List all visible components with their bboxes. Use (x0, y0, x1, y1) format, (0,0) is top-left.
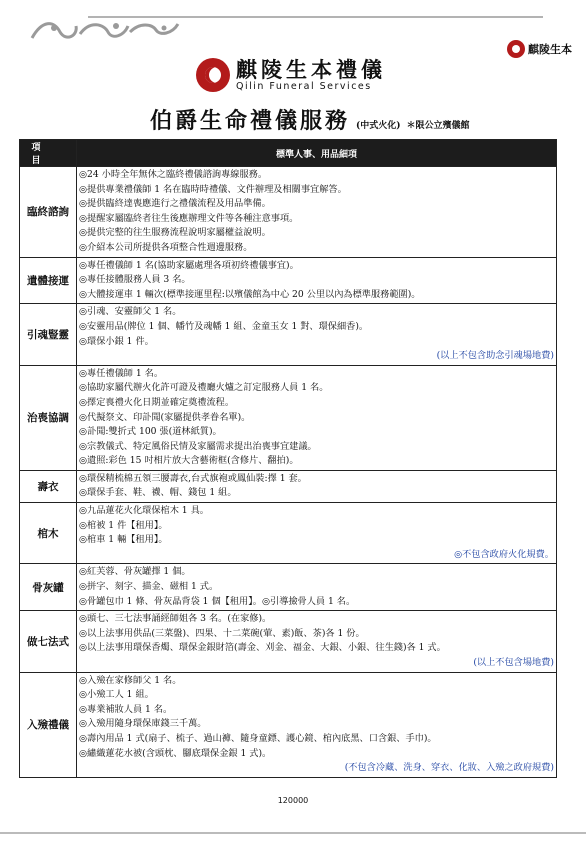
table-row (20, 257, 557, 304)
header-item: 項目 (20, 140, 77, 167)
detail-line: ◎遺照:彩色 15 吋相片放大含藝術框(含修片、翻拍)。 (79, 455, 299, 467)
detail-line: ◎專業補妝人員 1 名。 (79, 703, 173, 715)
table-row (20, 611, 557, 672)
detail-line: ◎環保手套、鞋、襪、帽、錢包 1 組。 (79, 487, 237, 499)
row-details (77, 564, 557, 611)
row-details (77, 503, 557, 564)
footer-price: 120000 (277, 796, 309, 805)
row-note: (以上不包含場地費) (473, 657, 554, 668)
detail-line: ◎以上法事用供品(三菜盤)、四果、十二菜碗(葷、素)飯、茶)各 1 份。 (79, 627, 365, 639)
detail-line: ◎協助家屬代辦火化許可證及禮廳火爐之訂定服務人員 1 名。 (79, 382, 329, 394)
detail-line: ◎以上法事用環保香燭、環保金銀財箔(壽金、刈金、福金、大銀、小銀、往生錢)各 1 式。 (79, 642, 446, 654)
detail-line: ◎紅芙蓉、骨灰罐擇 1 個。 (79, 566, 191, 578)
detail-line: ◎提供臨終達喪應進行之禮儀流程及用品準備。 (79, 198, 271, 210)
detail-line: ◎提供專業禮儀師 1 名在臨時時禮儀、文件辦理及相關事宜解答。 (79, 183, 347, 195)
service-table (19, 139, 557, 778)
row-details (77, 167, 557, 258)
row-category: 壽衣 (20, 470, 77, 502)
row-details (77, 611, 557, 672)
detail-line: ◎入殮在家修師父 1 名。 (79, 674, 182, 686)
detail-line: ◎擇定喪禮火化日期並確定奠禮流程。 (79, 396, 235, 408)
detail-line: ◎棺車 1 輛【租用】。 (79, 534, 168, 546)
detail-line: ◎棺被 1 件【租用】。 (79, 519, 168, 531)
row-category: 做七法式 (20, 611, 77, 672)
detail-line: ◎專任禮儀師 1 名。 (79, 367, 164, 379)
detail-line: ◎環保小銀 1 件。 (79, 335, 154, 347)
row-category: 遺體接運 (20, 257, 77, 304)
decorative-header-ornament (28, 10, 548, 44)
table-row (20, 365, 557, 470)
detail-line: ◎安靈用品(牌位 1 個、幡竹及魂幡 1 組、金童玉女 1 對、環保細香)。 (79, 320, 369, 332)
detail-line: ◎拼字、刻字、描金、磁相 1 式。 (79, 581, 219, 593)
detail-line: ◎繡織蓮花水被(含頭枕、腳底環保金銀 1 式)。 (79, 747, 272, 759)
detail-line: ◎提供完整的往生服務流程說明家屬權益說明。 (79, 227, 271, 239)
corner-brand-label: 麒陵生本 (528, 43, 572, 56)
row-category: 臨終諮詢 (20, 167, 77, 258)
detail-line: ◎骨罐包巾 1 條、骨灰晶背袋 1 個【租用】。◎引導撿骨人員 1 名。 (79, 595, 356, 607)
detail-line: ◎頭七、三七法事誦經師姐各 3 名。(在家修)。 (79, 613, 272, 625)
table-row (20, 503, 557, 564)
row-note: ◎不包含政府火化規費。 (454, 548, 554, 560)
brand-logo-icon (196, 58, 230, 92)
row-details (77, 470, 557, 502)
detail-line: ◎環保精梳棉五領三腰壽衣,台式旗袍或鳳仙裝:擇 1 套。 (79, 472, 307, 484)
detail-line: ◎大體接運車 1 輛次(標準接運里程:以殯儀館為中心 20 公里以內為標準服務範圍)。 (79, 288, 421, 300)
header-content: 標準人事、用品細項 (77, 140, 557, 167)
table-row (20, 564, 557, 611)
bottom-divider (0, 832, 586, 834)
brand-header (196, 58, 386, 92)
corner-brand (507, 40, 572, 58)
detail-line: ◎專任接體服務人員 3 名。 (79, 274, 191, 286)
detail-line: ◎壽內用品 1 式(扇子、梳子、過山褲、隨身童鏢、護心鏡、棺內底黑、口含銀、手巾)。 (79, 732, 437, 744)
table-row (20, 672, 557, 777)
title-sub: (中式火化) (356, 121, 401, 131)
table-row (20, 167, 557, 258)
detail-line: ◎小殮工人 1 組。 (79, 689, 154, 701)
row-category: 治喪協調 (20, 365, 77, 470)
detail-line: ◎代擬祭文、印訃聞(家屬提供孝眷名單)。 (79, 411, 251, 423)
detail-line: ◎專任禮儀師 1 名(協助家屬處理各項初終禮儀事宜)。 (79, 259, 299, 271)
row-note: (不包含冷藏、洗身、穿衣、化妝、入殮之政府規費) (344, 762, 554, 774)
row-category: 入殮禮儀 (20, 672, 77, 777)
row-details (77, 257, 557, 304)
table-header-row (20, 140, 557, 167)
row-category: 引魂豎靈 (20, 304, 77, 365)
title-main: 伯爵生命禮儀服務 (150, 108, 351, 134)
table-row (20, 470, 557, 502)
row-details (77, 365, 557, 470)
detail-line: ◎提醒家屬臨終者往生後應辦理文件等各種注意事項。 (79, 212, 299, 224)
detail-line: ◎介紹本公司所提供各項整合性週邊服務。 (79, 241, 253, 253)
detail-line: ◎入殮用隨身環保庫錢三千萬。 (79, 718, 207, 730)
brand-name-cn: 麒陵生本禮儀 (236, 56, 386, 82)
row-category: 棺木 (20, 503, 77, 564)
page-title (150, 104, 470, 135)
row-details (77, 304, 557, 365)
detail-line: ◎24 小時全年無休之臨終禮儀諮詢專線服務。 (79, 169, 268, 180)
brand-logo-icon (507, 40, 525, 58)
detail-line: ◎訃聞:雙折式 100 張(道林紙質)。 (79, 426, 222, 438)
detail-line: ◎九品蓮花火化環保棺木 1 具。 (79, 505, 209, 517)
row-note: (以上不包含助念引魂場地費) (436, 350, 554, 362)
detail-line: ◎宗教儀式、特定風俗民情及家屬需求提出治喪事宜建議。 (79, 440, 317, 452)
row-details (77, 672, 557, 777)
row-category: 骨灰罐 (20, 564, 77, 611)
brand-name-en: Qilin Funeral Services (236, 80, 372, 92)
detail-line: ◎引魂、安靈師父 1 名。 (79, 306, 182, 318)
table-row (20, 304, 557, 365)
title-note: ＊限公立殯儀館 (406, 121, 470, 131)
